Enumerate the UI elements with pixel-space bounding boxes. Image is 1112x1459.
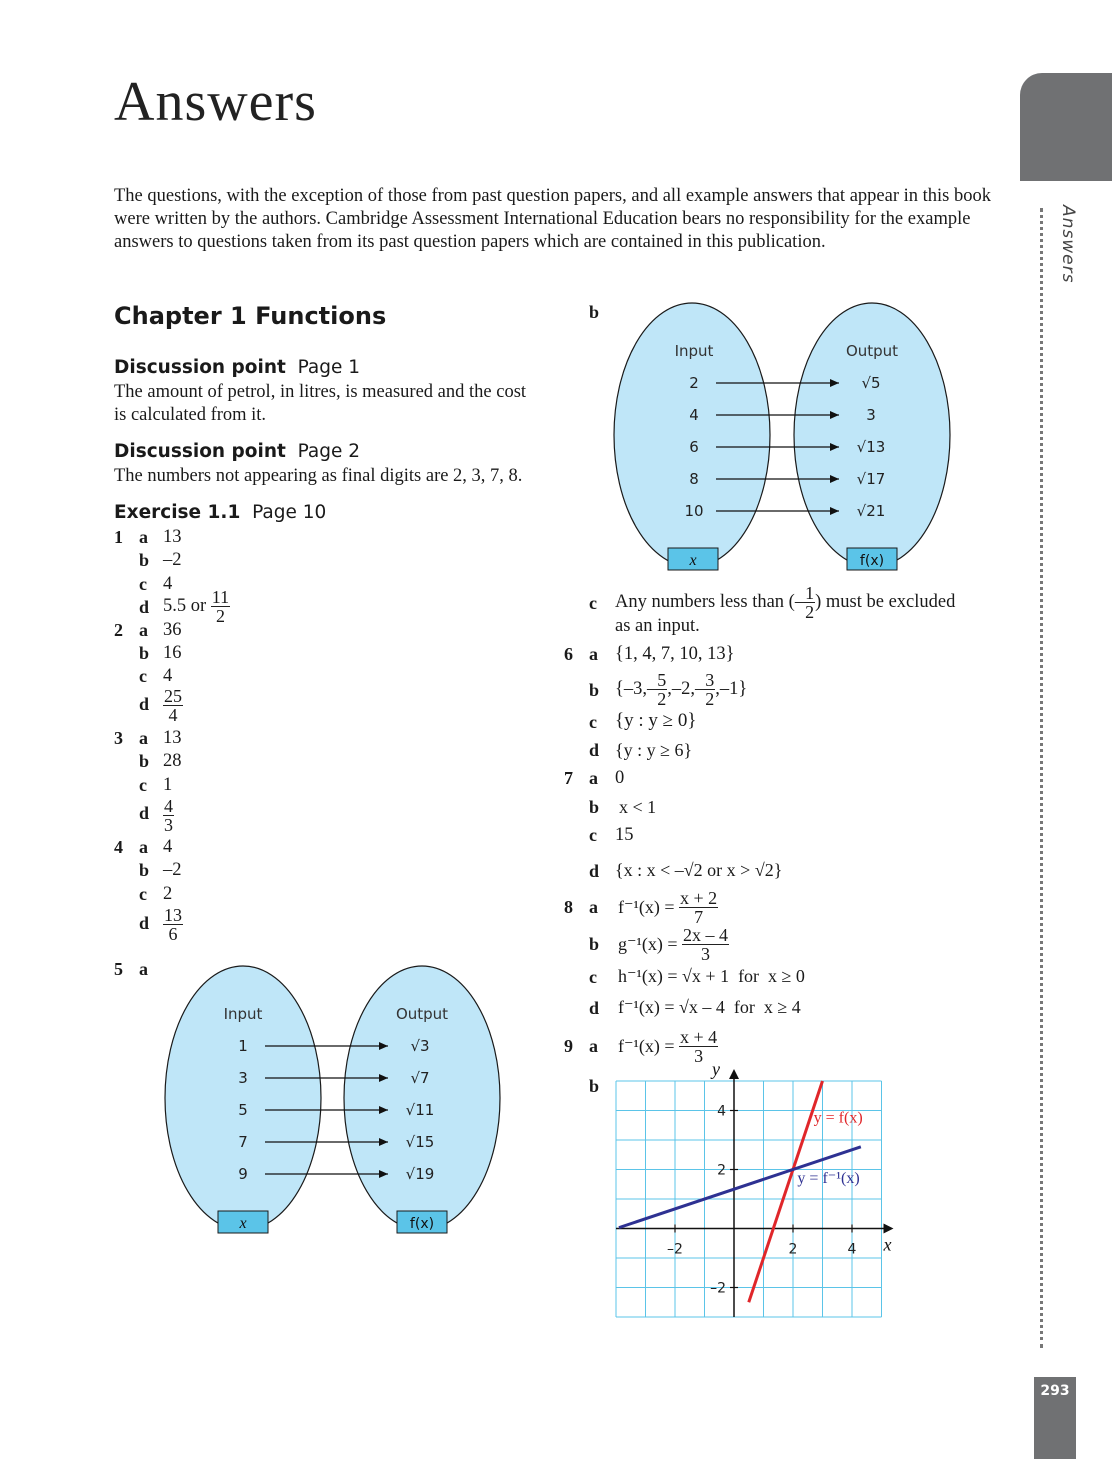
fraction-numerator: 1 [805, 583, 815, 603]
q1-d-letter: d [139, 597, 150, 617]
q2-a-answer: 36 [163, 620, 182, 640]
mapping-output-value: √7 [410, 1069, 430, 1087]
mapping-output-value: √5 [861, 374, 881, 392]
q8-c-letter: c [589, 967, 597, 987]
mapping-input-value: 3 [238, 1069, 248, 1087]
fraction-denominator: 2 [215, 606, 225, 626]
q8-c-answer: h⁻¹(x) = √x + 1 for x ≥ 0 [618, 966, 805, 986]
dp1-label: Discussion point [114, 357, 286, 378]
output-title: Output [845, 342, 899, 360]
x-tick-label: 4 [847, 1241, 857, 1258]
q4-a-letter: a [139, 837, 148, 857]
exercise-heading [114, 502, 326, 523]
q3-d-fraction [163, 797, 174, 834]
fraction-denominator: 6 [168, 924, 178, 944]
q3-b-answer: 28 [163, 751, 182, 771]
fraction-numerator: 11 [211, 587, 230, 607]
fraction-numerator: 13 [164, 905, 182, 925]
intro-paragraph: The questions, with the exception of those from past question papers, and all example answers that appear in this book were written by the authors. Cambridge Assessment International Education bears no responsibility for the example answers to questions taken from its past question papers which are contained in this publication. [114, 186, 991, 252]
fraction-denominator: 3 [701, 944, 711, 964]
q5-c-fraction [804, 584, 815, 621]
q6-a-letter: a [589, 644, 598, 664]
fx-label: f(x) [409, 1216, 435, 1232]
output-title: Output [395, 1005, 449, 1023]
q2-number: 2 [114, 620, 123, 640]
discussion-point-1-heading [114, 357, 360, 378]
q4-c-letter: c [139, 884, 147, 904]
q7-a-answer: 0 [615, 768, 625, 788]
q1-d-fraction [211, 588, 230, 625]
q6-b-answer [615, 671, 747, 708]
q1-c-answer: 4 [163, 574, 173, 594]
y-tick-label: 4 [717, 1103, 726, 1120]
finv-line-label: y = f⁻¹(x) [797, 1169, 860, 1187]
q3-d-answer [163, 797, 174, 834]
q6-c-letter: c [589, 712, 597, 732]
q3-c-answer: 1 [163, 775, 173, 795]
q4-d-letter: d [139, 913, 150, 933]
q6-number: 6 [564, 644, 573, 664]
q7-d-letter: d [589, 861, 600, 881]
q4-b-letter: b [139, 860, 150, 880]
mapping-output-value: √19 [405, 1165, 435, 1183]
y-tick-label: 2 [717, 1162, 726, 1179]
q8-number: 8 [564, 897, 573, 917]
q1-b-letter: b [139, 550, 150, 570]
q2-d-fraction [163, 687, 183, 724]
q8-b-lhs: g⁻¹(x) = [618, 934, 678, 954]
q1-b-answer: –2 [163, 550, 182, 570]
q3-a-answer: 13 [163, 728, 182, 748]
function-graph [605, 1059, 895, 1330]
y-axis-arrow [729, 1069, 739, 1079]
q4-a-answer: 4 [163, 837, 173, 857]
q5-c-letter: c [589, 593, 597, 613]
page-title: Answers [114, 71, 317, 133]
f-line [749, 1081, 823, 1302]
mapping-input-value: 6 [689, 438, 699, 456]
fraction-numerator: 5 [657, 670, 667, 690]
q3-d-letter: d [139, 803, 150, 823]
y-tick-label: –2 [710, 1280, 726, 1297]
q2-b-letter: b [139, 643, 150, 663]
q7-d-answer: {x : x < –√2 or x > √2} [615, 860, 783, 880]
x-axis-label: x [883, 1234, 892, 1255]
fraction-numerator: 25 [164, 686, 182, 706]
x-tick-label: 2 [788, 1241, 798, 1258]
mapping-diagram-b [611, 302, 961, 577]
chapter-tab [1020, 73, 1112, 181]
fraction-numerator: x + 4 [680, 1027, 718, 1047]
mapping-input-value: 8 [689, 470, 699, 488]
x-label: x [689, 552, 697, 569]
mapping-output-value: √17 [856, 470, 886, 488]
discussion-point-1-text: The amount of petrol, in litres, is measured and the cost is calculated from it. [114, 382, 527, 425]
fraction-denominator: 7 [694, 907, 704, 927]
q5-b-letter: b [589, 302, 600, 322]
q6-b-fraction-2 [704, 671, 715, 708]
mapping-output-value: 3 [866, 406, 876, 424]
q2-c-letter: c [139, 666, 147, 686]
q6-d-answer: {y : y ≥ 6} [615, 740, 693, 760]
q8-b-answer [618, 926, 729, 963]
input-title: Input [223, 1005, 263, 1023]
mapping-input-value: 1 [238, 1037, 248, 1055]
q4-c-answer: 2 [163, 884, 173, 904]
dotted-divider [1040, 208, 1043, 1348]
mapping-input-value: 4 [689, 406, 699, 424]
q1-a-answer: 13 [163, 527, 182, 547]
q4-number: 4 [114, 837, 123, 857]
fraction-numerator: x + 2 [680, 888, 718, 908]
q6-b-part3: ,–1} [715, 679, 748, 699]
q5-c-line2: as an input. [615, 616, 700, 636]
q8-d-answer: f⁻¹(x) = √x – 4 for x ≥ 4 [618, 997, 801, 1017]
mapping-output-value: √13 [856, 438, 886, 456]
q7-b-answer: x < 1 [619, 797, 657, 817]
fraction-numerator: 2x – 4 [683, 925, 729, 945]
fraction-numerator: 3 [705, 670, 715, 690]
side-label [1048, 205, 1088, 315]
q4-d-fraction [163, 906, 183, 943]
fraction-denominator: 3 [164, 815, 173, 835]
q5-c-prefix: Any numbers less than (– [615, 592, 805, 612]
q5-a-letter: a [139, 959, 148, 979]
y-axis-label: y [712, 1059, 720, 1079]
q8-b-letter: b [589, 934, 600, 954]
q7-b-letter: b [589, 797, 600, 817]
q4-b-answer: –2 [163, 860, 182, 880]
fx-label: f(x) [859, 553, 885, 569]
q7-c-answer: 15 [615, 825, 634, 845]
q9-a-answer [618, 1028, 718, 1065]
x-label: x [239, 1215, 247, 1232]
mapping-input-value: 7 [238, 1133, 248, 1151]
mapping-output-value: √21 [856, 502, 886, 520]
q3-b-letter: b [139, 751, 150, 771]
q2-d-answer [163, 687, 183, 724]
side-label-text: Answers [1058, 205, 1078, 284]
f-line-label: y = f(x) [813, 1109, 863, 1127]
q1-c-letter: c [139, 574, 147, 594]
q3-a-letter: a [139, 728, 148, 748]
q6-b-part1: {–3,– [615, 679, 657, 699]
dp2-label: Discussion point [114, 441, 286, 462]
q8-a-fraction [679, 889, 718, 926]
mapping-diagram-a [160, 965, 510, 1240]
dp2-page: Page 2 [297, 441, 361, 462]
q6-b-fraction-1 [656, 671, 667, 708]
q8-a-answer [618, 889, 718, 926]
q2-c-answer: 4 [163, 666, 173, 686]
fraction-denominator: 4 [168, 705, 178, 725]
q2-d-letter: d [139, 694, 150, 714]
discussion-point-2-heading [114, 441, 360, 462]
exercise-label: Exercise 1.1 [114, 502, 241, 523]
dp1-page: Page 1 [297, 357, 361, 378]
mapping-input-value: 9 [238, 1165, 248, 1183]
mapping-input-value: 5 [238, 1101, 248, 1119]
fraction-numerator: 4 [164, 796, 173, 816]
x-tick-label: –2 [667, 1241, 683, 1258]
mapping-output-value: √3 [410, 1037, 430, 1055]
q7-a-letter: a [589, 768, 598, 788]
finv-line [619, 1147, 861, 1228]
q8-a-letter: a [589, 897, 598, 917]
q6-d-letter: d [589, 740, 600, 760]
exercise-page: Page 10 [252, 502, 327, 523]
fraction-denominator: 2 [705, 689, 715, 709]
q5-number: 5 [114, 959, 123, 979]
mapping-input-value: 2 [689, 374, 699, 392]
fraction-denominator: 2 [657, 689, 667, 709]
q7-c-letter: c [589, 825, 597, 845]
q9-b-letter: b [589, 1076, 600, 1096]
q7-number: 7 [564, 768, 573, 788]
q9-number: 9 [564, 1036, 573, 1056]
q8-d-letter: d [589, 998, 600, 1018]
q1-a-letter: a [139, 527, 148, 547]
fraction-denominator: 3 [694, 1046, 704, 1066]
fraction-denominator: 2 [805, 602, 815, 622]
q2-b-answer: 16 [163, 643, 182, 663]
chapter-title: Chapter 1 Functions [114, 302, 387, 330]
q6-b-part2: ,–2,– [667, 679, 705, 699]
input-title: Input [674, 342, 714, 360]
q8-a-lhs: f⁻¹(x) = [618, 897, 675, 917]
q4-d-answer [163, 906, 183, 943]
q6-a-answer: {1, 4, 7, 10, 13} [615, 644, 735, 664]
q1-d-prefix: 5.5 or [163, 596, 207, 616]
q2-a-letter: a [139, 620, 148, 640]
x-axis-arrow [884, 1224, 894, 1234]
mapping-output-value: √11 [405, 1101, 435, 1119]
discussion-point-2-text: The numbers not appearing as final digits are 2, 3, 7, 8. [114, 466, 523, 486]
q3-number: 3 [114, 728, 123, 748]
page-number: 293 [1040, 1383, 1070, 1399]
q9-a-letter: a [589, 1036, 598, 1056]
q3-c-letter: c [139, 775, 147, 795]
q9-a-lhs: f⁻¹(x) = [618, 1036, 675, 1056]
q6-c-answer: {y : y ≥ 0} [615, 710, 697, 731]
q5-c-suffix: ) must be excluded [815, 592, 956, 612]
q1-number: 1 [114, 527, 123, 547]
mapping-output-value: √15 [405, 1133, 435, 1151]
q6-b-letter: b [589, 680, 600, 700]
mapping-input-value: 10 [684, 502, 704, 520]
q8-b-fraction [682, 926, 729, 963]
